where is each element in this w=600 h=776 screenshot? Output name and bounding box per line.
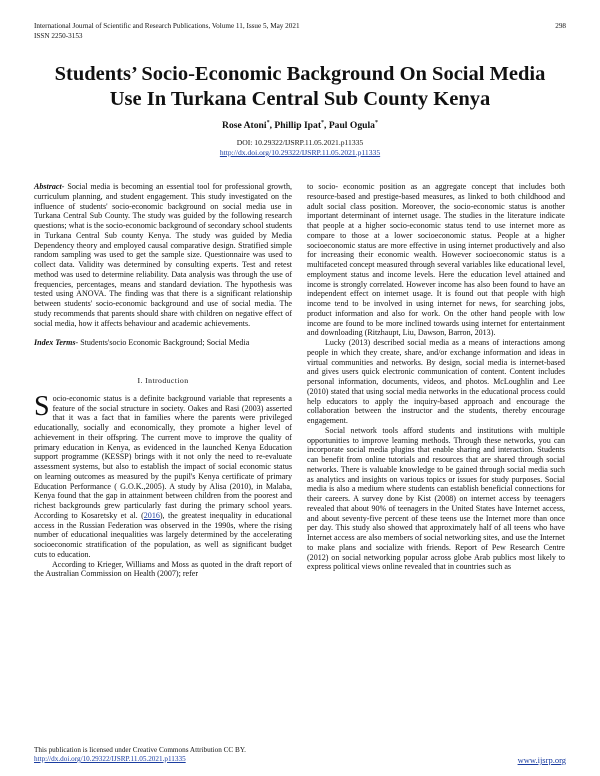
index-terms-label: Index Terms- <box>34 338 79 348</box>
doi-block <box>0 138 600 158</box>
drop-cap: S <box>34 390 50 422</box>
abstract-label: Abstract- <box>34 182 65 191</box>
right-paragraph-1: to socio- economic position as an aggregate concept that includes both resource-based and prestige-based measures, as linked to both childhood and adult social class position. Moreover, the socio-economic status is another important determinant of internet usage. The studies in the literature indicate that people at a higher socio-economic status tend to use internet more as compare to those at a lower socioeconomic status. People at a higher socioeconomic status are more effective in using internet productively and also for increasing their economic wealth. However socioeconomic status is a multifaceted concept measured through several variables like educational level, employment status and income levels. Here the education level attained and income is strongly correlated. However income has also been found to have an independent effect on internet usage. It is found out that people with high income tend to be involved in using internet for news, for searching jobs, product information and also for work. On the other hand people with low income are found to be more inclined towards using internet for entertainment and downloading (Ritzhaupt, Liu, Dawson, Barron, 2013). <box>307 182 565 338</box>
footer-site <box>518 755 566 765</box>
right-paragraph-2: Lucky (2013) described social media as a means of interactions among people in which they create, share, and/or exchange information and ideas in virtual communities and networks. By design, social media is internet-based and gives users quick electronic communication of content. Content includes personal information, documents, videos, and photos. McLoughlin and Lee (2010) stated that using social media networks in the educational process could help educators to apply the inquiry-based approach and encourage the collaboration between the instructor and the students, thereby encourage engagement. <box>307 338 565 425</box>
right-paragraph-3: Social network tools afford students and institutions with multiple opportunities to improve learning methods. Through these networks, you can incorporate social media plugins that enable sharing and interaction. Students can benefit from online tutorials and resources that are shared through social networks. There is valuable knowledge to be gained through social media such as analytics and insights on various topics or issues for study purposes. Social media is also a medium where students can establish beneficial connections for their careers. A survey done by Kist (2008) on internet access by teenagers revealed that about 90% of teenagers in the United States have Internet access, and about seventy-five percent of these teens use the Internet more than once per day. This study also showed that approximately half of all teens who have Internet access are also members of social networking sites, and use the Internet to make plans and socialize with friends. Report of Pew Research Centre (2012) on social networking popular across globe Arab publics most likely to express political views online revealed that in countries such as <box>307 425 565 572</box>
abstract-text: Social media is becoming an essential tool for professional growth, curriculum planning, and student engagement. This study investigated on the influence of students' socio-economic background on social media use in Turkana Central Sub County. The study was guided by the following research questions; what is the socio-economic background of secondary school students in Turkana Central Sub county Kenya. The study was guided by Media Dependency theory and employed causal comparative design. Stratified simple random sampling was used to get the sample size. Questionnaire was used to collect data. Validity was determined by consulting experts. Test and retest method was used to determine reliability. Data analysis was through the use of frequencies, percentages, means and standard deviation. The hypothesis was tested using ANOVA. The finding was that there is a significant relationship between students' socio-economic background and use of social media. The study recommends that parents should share with children on negative effect of social media, how it affects behaviour and academic achievements. <box>34 182 292 328</box>
author-name: Paul Ogula <box>328 120 375 132</box>
author-name: Phillip Ipat <box>274 120 322 132</box>
index-terms-text: Students'socio Economic Background; Social Media <box>78 338 250 348</box>
title-line-2: Use In Turkana Central Sub County Kenya <box>109 88 491 110</box>
citation-link[interactable]: 2016 <box>143 510 160 520</box>
author-mark: * <box>321 120 325 126</box>
index-terms <box>34 338 292 348</box>
author-mark: * <box>266 120 270 126</box>
doi-link[interactable]: http://dx.doi.org/10.29322/IJSRP.11.05.2021.p11335 <box>219 148 381 157</box>
author-mark: * <box>374 120 378 126</box>
journal-name: International Journal of Scientific and Research Publications, Volume 11, Issue 5, May 2021 <box>34 22 300 30</box>
footer-license: This publication is licensed under Creative Commons Attribution CC BY. <box>34 746 246 754</box>
author-list: Rose Atoni*, Phillip Ipat*, Paul Ogula* <box>222 120 378 132</box>
intro-paragraph-2: According to Krieger, Williams and Moss as quoted in the draft report of the Australian Commission on Health (2007); refer <box>34 559 292 579</box>
site-link[interactable]: www.ijsrp.org <box>517 755 566 765</box>
doi-text: DOI: 10.29322/IJSRP.11.05.2021.p11335 <box>236 138 364 147</box>
running-header <box>34 22 300 41</box>
issn: ISSN 2250-3153 <box>34 31 83 40</box>
page-number: 298 <box>555 22 566 30</box>
title-line-1: Students’ Socio-Economic Background On Social Media <box>54 63 546 85</box>
abstract <box>34 182 292 328</box>
author-name: Rose Atoni <box>222 120 267 132</box>
section-heading: I. Introduction <box>137 376 189 385</box>
right-column <box>307 182 565 572</box>
intro-text-b: ), the greatest inequality in educational access in the Russian Federation was observed in the 1990s, where the rising number of educational inequalities was largely determined by the accelerating socioeconomic stratification of the population, as well as significant budget cuts to education. <box>34 510 292 559</box>
paper-title <box>30 62 570 112</box>
intro-text-a: ocio-economic status is a definite background variable that represents a feature of the social structure in society. Oakes and Rasi (2003) asserted that it was a fact that in families where the parents were privileged educationally, socially and economically, they promote a higher level of achievement in their offspring. The current move to improve the quality of primary education in Kenya, as evidenced in the launched Kenya Education support programme (KESSP) brings with it not only the need to re-evaluate assessment systems, but also to establish the impact of social economic status on learning outcomes as measured by the pupil's Kenya certificate of primary Education Performance ( G.O.K.,2005). A study by Alisa (2010), in Malaba, Kenya found that the gap in attainment between children from the poorest and richest backgrounds grew particularly fast during the primary school years. According to Kosaretsky et al. ( <box>34 393 292 520</box>
footer <box>34 746 246 764</box>
intro-paragraph-1 <box>34 390 292 560</box>
footer-doi-link[interactable]: http://dx.doi.org/10.29322/IJSRP.11.05.2021.p11335 <box>34 755 186 763</box>
left-column <box>34 182 292 579</box>
